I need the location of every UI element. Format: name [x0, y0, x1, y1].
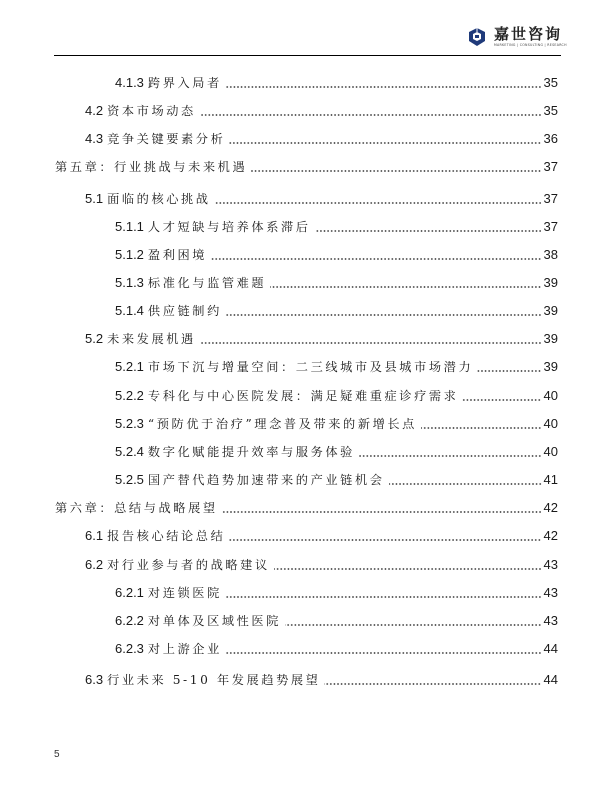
toc-entry-page: 37	[543, 159, 558, 174]
dot-leader	[211, 258, 541, 260]
toc-entry-page: 44	[543, 641, 558, 656]
toc-entry-number: 6.2.3	[115, 641, 144, 656]
toc-entry-number: 5.1.2	[115, 247, 144, 262]
toc-entry-title: 人才短缺与培养体系滞后	[147, 220, 311, 234]
toc-entry-title: 数字化赋能提升效率与服务体验	[147, 445, 355, 459]
toc-entry-number: 5.2.2	[115, 388, 144, 403]
dot-leader	[226, 86, 542, 88]
toc-entry-number: 5.2	[85, 331, 104, 346]
toc-entry-title: 盈利困境	[147, 248, 208, 262]
toc-entry-title: 对上游企业	[147, 642, 222, 656]
toc-entry-title: 报告核心结论总结	[107, 529, 226, 543]
toc-entry-page: 35	[543, 103, 558, 118]
toc-entry-number: 6.3	[85, 672, 104, 687]
toc-entry-page: 42	[543, 500, 558, 515]
dot-leader	[200, 114, 542, 116]
toc-chapter-entry[interactable]	[0, 499, 558, 517]
dot-leader	[270, 286, 541, 288]
toc-entry-title: 标准化与监管难题	[147, 276, 267, 290]
toc-entry-page: 43	[543, 613, 558, 628]
toc-entry[interactable]	[0, 358, 558, 376]
toc-entry-number: 5.1.3	[115, 275, 144, 290]
dot-leader	[251, 170, 541, 172]
toc-entry-title: 面临的核心挑战	[107, 192, 211, 206]
toc-entry-page: 38	[543, 247, 558, 262]
dot-leader	[226, 314, 542, 316]
dot-leader	[389, 483, 542, 485]
toc-entry-page: 43	[543, 557, 558, 572]
toc-entry[interactable]	[0, 74, 558, 92]
toc-entry-title: 国产替代趋势加速带来的产业链机会	[147, 473, 385, 487]
dot-leader	[274, 568, 542, 570]
toc-entry[interactable]	[0, 443, 558, 461]
company-name: 嘉世咨询	[494, 25, 563, 43]
page-number: 5	[54, 749, 60, 760]
dot-leader	[477, 370, 541, 372]
toc-entry[interactable]	[0, 612, 558, 630]
dot-leader	[226, 596, 542, 598]
toc-entry-number: 5.2.3	[115, 416, 144, 431]
dot-leader	[229, 142, 541, 144]
company-logo-icon	[466, 26, 488, 48]
toc-entry-page: 39	[543, 359, 558, 374]
dot-leader	[359, 455, 542, 457]
toc-entry-title: 专科化与中心医院发展：满足疑难重症诊疗需求	[147, 389, 459, 403]
toc-entry-page: 40	[543, 444, 558, 459]
toc-entry[interactable]	[0, 130, 558, 148]
toc-entry-number: 5.2.5	[115, 472, 144, 487]
header-divider	[54, 55, 561, 56]
toc-entry-page: 40	[543, 416, 558, 431]
toc-entry[interactable]	[0, 274, 558, 292]
toc-entry[interactable]	[0, 102, 558, 120]
toc-entry-number: 6.1	[85, 528, 104, 543]
dot-leader	[229, 539, 541, 541]
dot-leader	[215, 202, 542, 204]
toc-entry-title: 行业未来 5-10 年发展趋势展望	[107, 673, 321, 687]
toc-entry-page: 41	[543, 472, 558, 487]
toc-entry-title: 供应链制约	[147, 304, 222, 318]
dot-leader	[324, 683, 541, 685]
toc-entry-title: 第五章：行业挑战与未来机遇	[55, 160, 248, 174]
toc-entry[interactable]	[0, 556, 558, 574]
dot-leader	[222, 511, 542, 513]
toc-entry-page: 39	[543, 331, 558, 346]
toc-chapter-entry[interactable]	[0, 158, 558, 176]
toc-entry-page: 39	[543, 275, 558, 290]
toc-entry-page: 36	[543, 131, 558, 146]
toc-entry[interactable]	[0, 330, 558, 348]
toc-entry[interactable]	[0, 471, 558, 489]
toc-entry-number: 6.2.1	[115, 585, 144, 600]
toc-entry-title: 市场下沉与增量空间：二三线城市及县城市场潜力	[147, 360, 474, 374]
toc-entry-page: 35	[543, 75, 558, 90]
toc-entry-number: 6.2.2	[115, 613, 144, 628]
toc-entry-title: 竞争关键要素分析	[107, 132, 226, 146]
dot-leader	[315, 230, 542, 232]
toc-entry-title: 对连锁医院	[147, 586, 222, 600]
toc-entry-number: 5.2.4	[115, 444, 144, 459]
toc-entry-title: 未来发展机遇	[107, 332, 196, 346]
dot-leader	[200, 342, 542, 344]
toc-entry[interactable]	[0, 302, 558, 320]
dot-leader	[285, 624, 542, 626]
toc-entry[interactable]	[0, 246, 558, 264]
toc-entry-page: 37	[543, 219, 558, 234]
toc-entry-title: 对行业参与者的战略建议	[107, 558, 270, 572]
toc-entry[interactable]	[0, 190, 558, 208]
toc-entry-title: “预防优于治疗”理念普及带来的新增长点	[147, 417, 417, 431]
toc-entry-number: 4.1.3	[115, 75, 144, 90]
toc-entry[interactable]	[0, 584, 558, 602]
dot-leader	[462, 399, 541, 401]
toc-entry-number: 4.2	[85, 103, 104, 118]
company-logo	[466, 22, 567, 52]
toc-entry[interactable]	[0, 218, 558, 236]
toc-entry-page: 44	[543, 672, 558, 687]
toc-entry-number: 4.3	[85, 131, 104, 146]
dot-leader	[226, 652, 542, 654]
toc-entry[interactable]	[0, 527, 558, 545]
toc-entry-number: 5.1	[85, 191, 104, 206]
toc-entry[interactable]	[0, 640, 558, 658]
toc-entry-title: 第六章：总结与战略展望	[55, 501, 218, 515]
toc-entry-title: 跨界入局者	[147, 76, 222, 90]
toc-entry[interactable]	[0, 387, 558, 405]
toc-entry-page: 40	[543, 388, 558, 403]
toc-entry[interactable]	[0, 415, 558, 433]
toc-entry-number: 5.1.1	[115, 219, 144, 234]
toc-entry-number: 5.1.4	[115, 303, 144, 318]
toc-entry-number: 6.2	[85, 557, 104, 572]
toc-entry-number: 5.2.1	[115, 359, 144, 374]
toc-entry-page: 42	[543, 528, 558, 543]
toc-entry[interactable]	[0, 671, 558, 689]
toc-entry-title: 资本市场动态	[107, 104, 196, 118]
toc-entry-page: 43	[543, 585, 558, 600]
dot-leader	[421, 427, 542, 429]
company-tagline: MARKETING | CONSULTING | RESEARCH	[494, 43, 567, 47]
toc-entry-page: 39	[543, 303, 558, 318]
toc-entry-title: 对单体及区域性医院	[147, 614, 282, 628]
toc-entry-page: 37	[543, 191, 558, 206]
